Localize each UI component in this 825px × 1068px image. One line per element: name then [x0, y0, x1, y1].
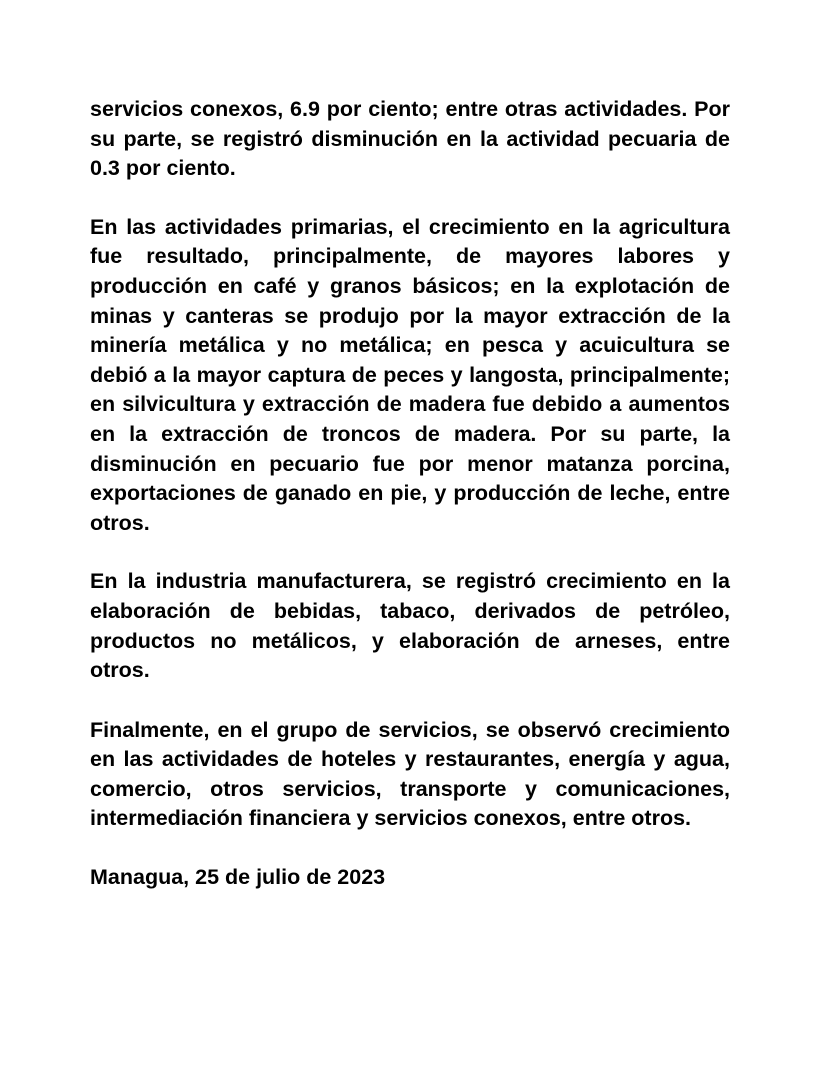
- paragraph-services-group: Finalmente, en el grupo de servicios, se observó crecimiento en las actividades de hoteles y restaurantes, energía y agua, comercio, otros servicios, transporte y comunicaciones, intermediación financiera y servicios conexos, entre otros.: [90, 717, 730, 831]
- place-date-signoff: Managua, 25 de julio de 2023: [90, 865, 386, 890]
- paragraph-services-continuation: servicios conexos, 6.9 por ciento; entre otras actividades. Por su parte, se registró disminución en la actividad pecuaria de 0.3 por ciento.: [90, 97, 730, 181]
- document-body: [90, 95, 730, 893]
- paragraph-manufacturing: En la industria manufacturera, se registró crecimiento en la elaboración de bebidas, tabaco, derivados de petróleo, productos no metálicos, y elaboración de arneses, entre otros.: [90, 569, 730, 683]
- paragraph-primary-activities: En las actividades primarias, el crecimiento en la agricultura fue resultado, principalmente, de mayores labores y producción en café y granos básicos; en la explotación de minas y canteras se produjo por la mayor extracción de la minería metálica y no metálica; en pesca y acuicultura se debió a la mayor captura de peces y langosta, principalmente; en silvicultura y extracción de madera fue debido a aumentos en la extracción de troncos de madera. Por su parte, la disminución en pecuario fue por menor matanza porcina, exportaciones de ganado en pie, y producción de leche, entre otros.: [90, 214, 730, 535]
